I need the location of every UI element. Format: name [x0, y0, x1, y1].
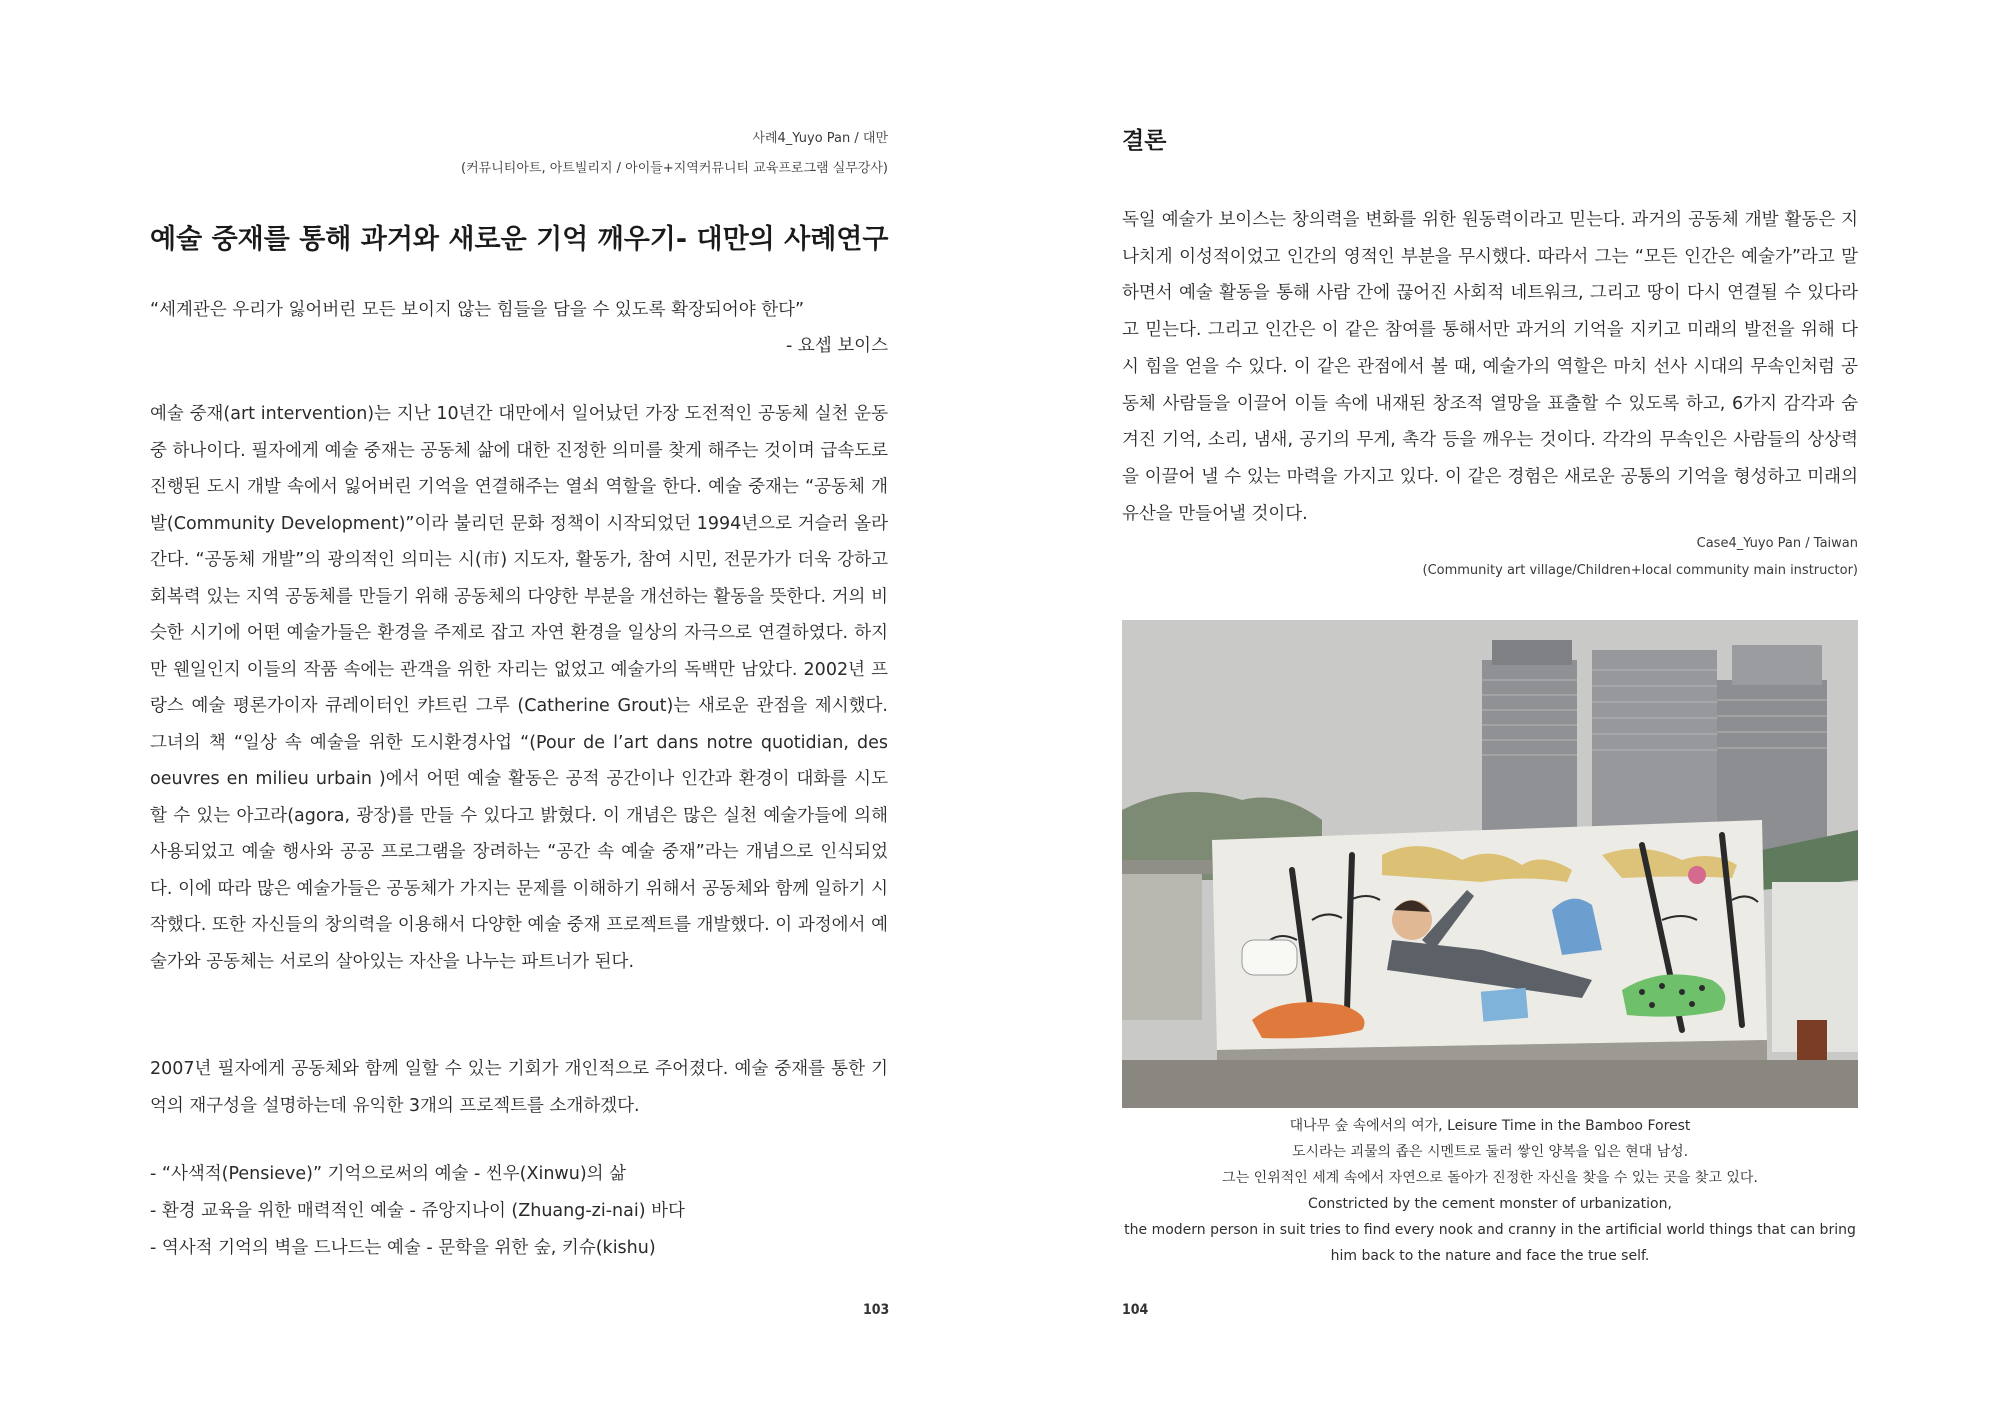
case-label-line2: (커뮤니티아트, 아트빌리지 / 아이들+지역커뮤니티 교육프로그램 실무강사) — [461, 161, 888, 176]
right-page — [1000, 0, 2000, 1413]
photo-caption — [1080, 1113, 1900, 1269]
body-paragraph: 2007년 필자에게 공동체와 함께 일할 수 있는 기회가 개인적으로 주어졌다. 예술 중재를 통한 기억의 재구성을 설명하는데 유익한 3개의 프로젝트를 소개하겠다. — [150, 1059, 888, 1116]
page-number: 104 — [1122, 1302, 1149, 1318]
body-paragraph: 예술 중재(art intervention)는 지난 10년간 대만에서 일어났던 가장 도전적인 공동체 실천 운동 중 하나이다. 필자에게 예술 중재는 공동체 삶에 대한 진정한 의미를 찾게 해주는 것이며 급속도로 진행된 도시 개발 속에서 잃어버린 기억을 연결해주는 열쇠 역할을 한다. 예술 중재는 “공동체 개발(Community Development)”이라 불리던 문화 정책이 시작되었던 1994년으로 거슬러 올라간다. “공동체 개발”의 광의적인 의미는 시(市) 지도자, 활동가, 참여 시민, 전문가가 더욱 강하고 회복력 있는 지역 공동체를 만들기 위해 공동체의 다양한 부분을 개선하는 활동을 뜻한다. 거의 비슷한 시기에 어떤 예술가들은 환경을 주제로 잡고 자연 환경을 일상의 자극으로 연결하였다. 하지만 웬일인지 이들의 작품 속에는 관객을 위한 자리는 없었고 예술가의 독백만 남았다. 2002년 프랑스 예술 평론가이자 큐레이터인 캬트린 그루 (Catherine Grout)는 새로운 관점을 제시했다. 그녀의 책 “일상 속 예술을 위한 도시환경사업 “(Pour de l’art dans notre quotidian, des oeuvres en milieu urbain )에서 어떤 예술 활동은 공적 공간이나 인간과 환경이 대화를 시도 할 수 있는 아고라(agora, 광장)를 만들 수 있다고 밝혔다. 이 개념은 많은 실천 예술가들에 의해 사용되었고 예술 행사와 공공 프로그램을 장려하는 “공간 속 예술 중재”라는 개념으로 인식되었다. 이에 따라 많은 예술가들은 공동체가 가지는 문제를 이해하기 위해서 공동체와 함께 일하기 시작했다. 또한 자신들의 창의력을 이용해서 다양한 예술 중재 프로젝트를 개발했다. 이 과정에서 예술가와 공동체는 서로의 살아있는 자산을 나누는 파트너가 된다. — [150, 404, 888, 972]
list-item: - “사색적(Pensieve)” 기억으로써의 예술 - 씬우(Xinwu)의 삶 — [150, 1164, 627, 1184]
page-number: 103 — [863, 1302, 890, 1318]
caption-line: 도시라는 괴물의 좁은 시멘트로 둘러 쌓인 양복을 입은 현대 남성. — [1291, 1144, 1689, 1160]
section-title: 결론 — [1122, 128, 1167, 154]
list-item: - 환경 교육을 위한 매력적인 예술 - 쥬앙지나이 (Zhuang-zi-nai) 바다 — [150, 1201, 685, 1221]
mural-photo — [1122, 620, 1858, 1108]
case-label — [188, 124, 888, 184]
case-label-en-line2: (Community art village/Children+local community main instructor) — [1422, 563, 1858, 578]
mural-wall — [1212, 820, 1767, 1068]
quote-author: - 요셉 보이스 — [786, 336, 888, 356]
project-list — [150, 1156, 888, 1267]
case-label-line1: 사례4_Yuyo Pan / 대만 — [752, 131, 888, 146]
case-label-en-line1: Case4_Yuyo Pan / Taiwan — [1696, 536, 1858, 551]
building-left — [1482, 640, 1577, 830]
epigraph-quote — [150, 292, 888, 364]
caption-line: the modern person in suit tries to find every nook and cranny in the artificial world things that can bring — [1124, 1222, 1856, 1238]
case-label-english — [1158, 530, 1858, 584]
caption-line: 대나무 숲 속에서의 여가, Leisure Time in the Bamboo Forest — [1289, 1118, 1691, 1134]
article-title: 예술 중재를 통해 과거와 새로운 기억 깨우기- 대만의 사례연구 — [150, 224, 889, 255]
list-item: - 역사적 기억의 벽을 드나드는 예술 - 문학을 위한 숲, 키슈(kishu) — [150, 1238, 656, 1258]
caption-line: Constricted by the cement monster of urbanization, — [1308, 1196, 1672, 1212]
conclusion-paragraph: 독일 예술가 보이스는 창의력을 변화를 위한 원동력이라고 믿는다. 과거의 공동체 개발 활동은 지나치게 이성적이었고 인간의 영적인 부분을 무시했다. 따라서 그는 “모든 인간은 예술가”라고 말하면서 예술 활동을 통해 사람 간에 끊어진 사회적 네트워크, 그리고 땅이 다시 연결될 수 있다라고 믿는다. 그리고 인간은 이 같은 참여를 통해서만 과거의 기억을 지키고 미래의 발전을 위해 다시 힘을 얻을 수 있다. 이 같은 관점에서 볼 때, 예술가의 역할은 마치 선사 시대의 무속인처럼 공동체 사람들을 이끌어 이들 속에 내재된 창조적 열망을 표출할 수 있도록 하고, 6가지 감각과 숨겨진 기억, 소리, 냄새, 공기의 무게, 촉각 등을 깨우는 것이다. 각각의 무속인은 사람들의 상상력을 이끌어 낼 수 있는 마력을 가지고 있다. 이 같은 경험은 새로운 공통의 기억을 형성하고 미래의 유산을 만들어낼 것이다. — [1122, 210, 1858, 524]
quote-text: “세계관은 우리가 잃어버린 모든 보이지 않는 힘들을 담을 수 있도록 확장되어야 한다” — [150, 300, 805, 320]
caption-line: him back to the nature and face the true self. — [1330, 1248, 1650, 1264]
caption-line: 그는 인위적인 세계 속에서 자연으로 돌아가 진정한 자신을 찾을 수 있는 곳을 찾고 있다. — [1222, 1170, 1758, 1186]
